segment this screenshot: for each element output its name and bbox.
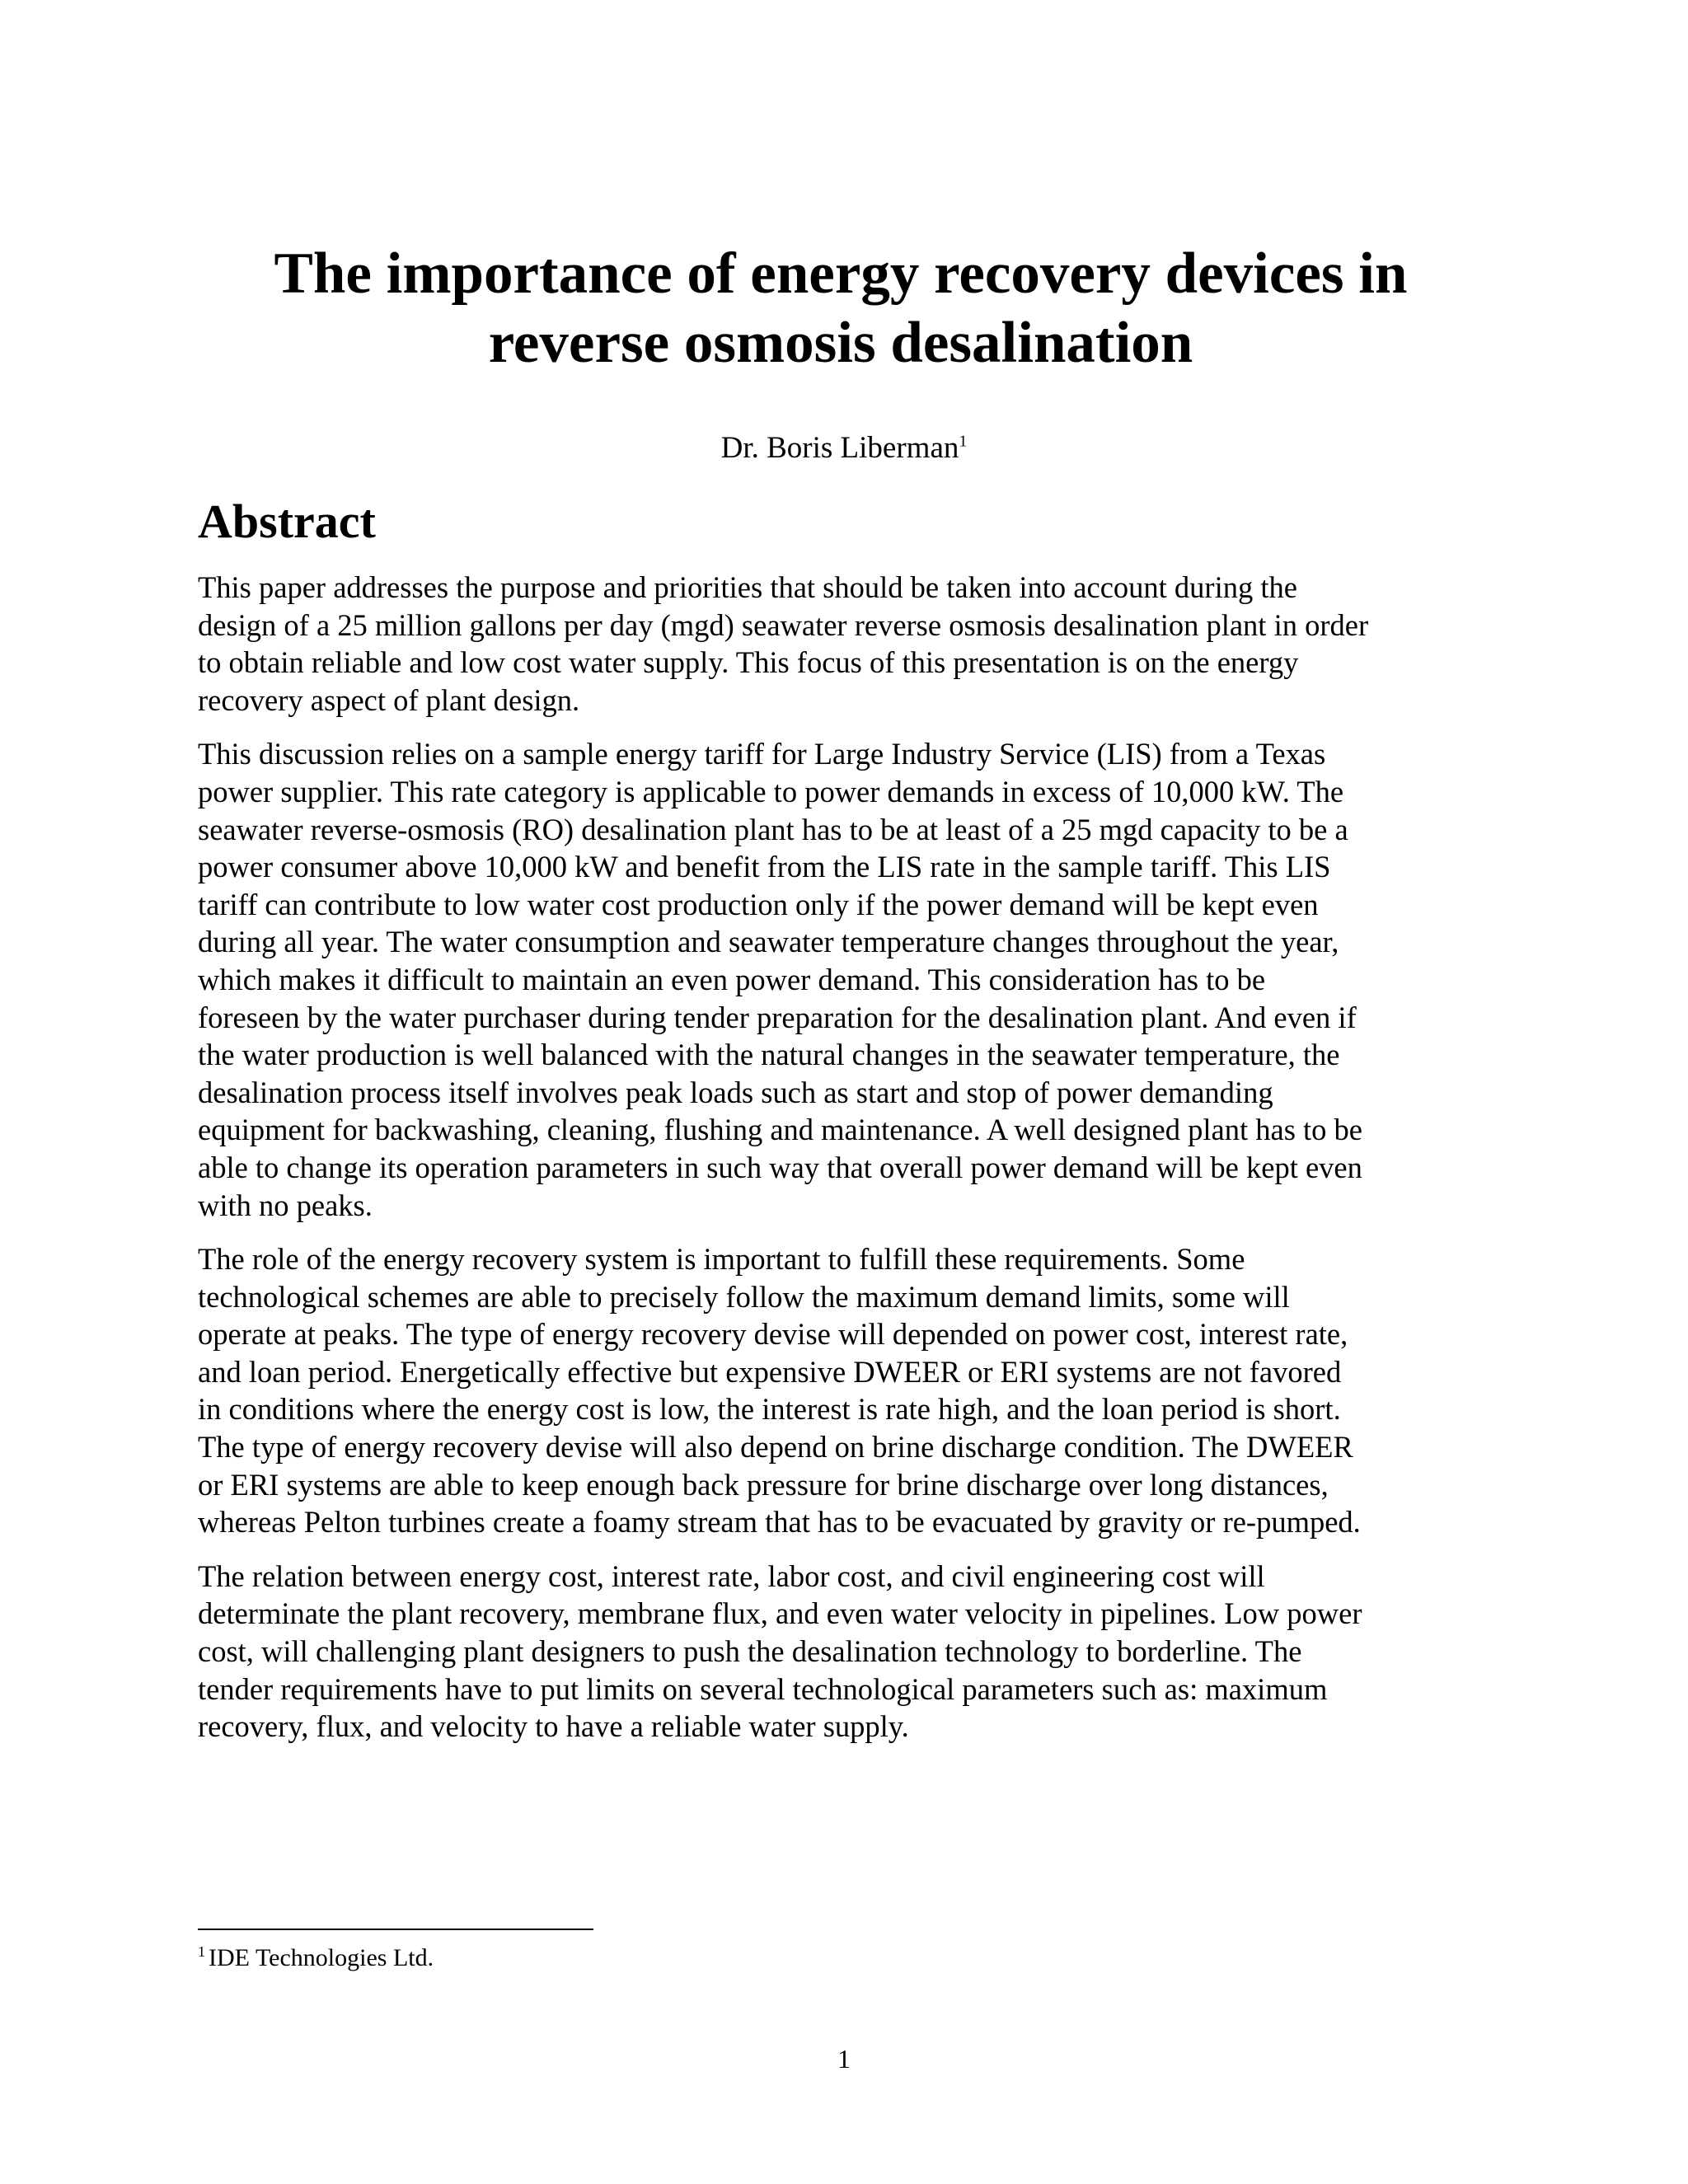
title-line-1: The importance of energy recovery devices in bbox=[274, 241, 1408, 306]
text-line: or ERI systems are able to keep enough back pressure for brine discharge over long distances, bbox=[198, 1467, 1329, 1502]
text-line: design of a 25 million gallons per day (mgd) seawater reverse osmosis desalination plant in order bbox=[198, 607, 1369, 642]
footnote-marker: 1 bbox=[198, 1943, 205, 1960]
text-line: desalination process itself involves peak loads such as start and stop of power demanding bbox=[198, 1075, 1273, 1109]
text-line: to obtain reliable and low cost water supply. This focus of this presentation is on the energy bbox=[198, 645, 1299, 680]
footnote bbox=[198, 1942, 434, 1975]
text-line: the water production is well balanced with the natural changes in the seawater temperature, the bbox=[198, 1038, 1340, 1072]
text-line: able to change its operation parameters in such way that overall power demand will be kept even bbox=[198, 1150, 1362, 1184]
text-line: power consumer above 10,000 kW and benefit from the LIS rate in the sample tariff. This LIS bbox=[198, 850, 1331, 884]
text-line: power supplier. This rate category is applicable to power demands in excess of 10,000 kW. The bbox=[198, 774, 1344, 808]
text-line: determinate the plant recovery, membrane flux, and even water velocity in pipelines. Low power bbox=[198, 1596, 1362, 1631]
footnote-text: IDE Technologies Ltd. bbox=[209, 1944, 434, 1971]
abstract-heading: Abstract bbox=[198, 494, 376, 548]
author-name: Dr. Boris Liberman bbox=[720, 431, 959, 465]
page-title bbox=[198, 239, 1484, 377]
title-line-2: reverse osmosis desalination bbox=[488, 311, 1193, 375]
text-line: The role of the energy recovery system is important to fulfill these requirements. Some bbox=[198, 1242, 1245, 1277]
text-line: recovery, flux, and velocity to have a reliable water supply. bbox=[198, 1709, 909, 1744]
text-line: which makes it difficult to maintain an even power demand. This consideration has to be bbox=[198, 962, 1266, 996]
author-footnote-marker: 1 bbox=[959, 432, 968, 451]
text-line: tender requirements have to put limits on several technological parameters such as: maximum bbox=[198, 1671, 1328, 1706]
text-line: technological schemes are able to precisely follow the maximum demand limits, some will bbox=[198, 1279, 1290, 1314]
text-line: foreseen by the water purchaser during tender preparation for the desalination plant. And even if bbox=[198, 1000, 1357, 1034]
abstract-paragraph-2 bbox=[198, 735, 1492, 1224]
page-number: 1 bbox=[837, 2044, 851, 2074]
abstract-paragraph-4 bbox=[198, 1558, 1492, 1746]
footnote-divider bbox=[198, 1929, 593, 1930]
text-line: equipment for backwashing, cleaning, flushing and maintenance. A well designed plant has to be bbox=[198, 1113, 1362, 1147]
abstract-body bbox=[198, 569, 1492, 1762]
text-line: seawater reverse-osmosis (RO) desalination plant has to be at least of a 25 mgd capacity to be a bbox=[198, 812, 1348, 846]
text-line: recovery aspect of plant design. bbox=[198, 682, 580, 717]
text-line: with no peaks. bbox=[198, 1188, 373, 1222]
text-line: whereas Pelton turbines create a foamy stream that has to be evacuated by gravity or re-pumped. bbox=[198, 1505, 1361, 1540]
text-line: during all year. The water consumption and seawater temperature changes throughout the year, bbox=[198, 925, 1339, 959]
text-line: in conditions where the energy cost is low, the interest is rate high, and the loan period is short. bbox=[198, 1392, 1341, 1427]
text-line: cost, will challenging plant designers to push the desalination technology to borderline. The bbox=[198, 1634, 1302, 1669]
abstract-paragraph-1 bbox=[198, 569, 1492, 719]
text-line: tariff can contribute to low water cost production only if the power demand will be kept even bbox=[198, 887, 1319, 921]
text-line: The relation between energy cost, interest rate, labor cost, and civil engineering cost will bbox=[198, 1558, 1265, 1593]
text-line: The type of energy recovery devise will also depend on brine discharge condition. The DWEER bbox=[198, 1430, 1353, 1465]
author-line bbox=[0, 430, 1688, 466]
text-line: and loan period. Energetically effective but expensive DWEER or ERI systems are not favored bbox=[198, 1354, 1342, 1389]
text-line: operate at peaks. The type of energy recovery devise will depended on power cost, interest rate, bbox=[198, 1317, 1348, 1352]
abstract-paragraph-3 bbox=[198, 1240, 1492, 1541]
text-line: This discussion relies on a sample energy tariff for Large Industry Service (LIS) from a Texas bbox=[198, 737, 1326, 771]
text-line: This paper addresses the purpose and priorities that should be taken into account during the bbox=[198, 570, 1297, 604]
